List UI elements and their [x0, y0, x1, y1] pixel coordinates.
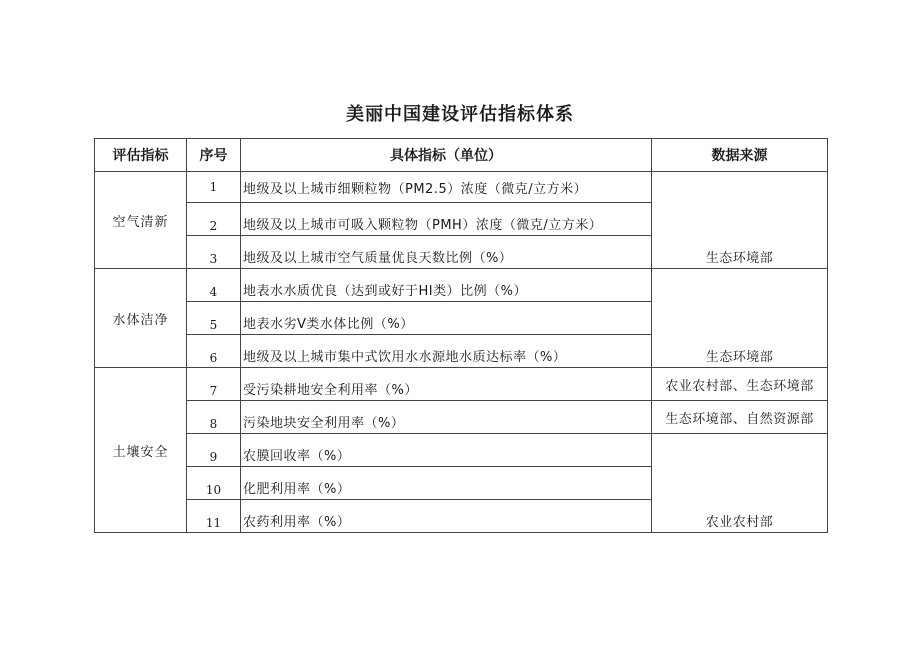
- row-number: 5: [187, 302, 241, 335]
- source-agri: 农业农村部: [652, 434, 828, 533]
- row-indicator: 受污染耕地安全利用率（%）: [241, 368, 652, 401]
- table-row: [95, 172, 828, 203]
- header-indicator: 具体指标（单位）: [241, 139, 652, 172]
- page-title: 美丽中国建设评估指标体系: [346, 104, 574, 125]
- row-indicator: 地表水水质优良（达到或好于HI类）比例（%）: [241, 269, 652, 302]
- source-row7: 农业农村部、生态环境部: [652, 368, 828, 401]
- row-indicator: 地级及以上城市可吸入颗粒物（PMH）浓度（微克/立方米）: [241, 203, 652, 236]
- row-number: 2: [187, 203, 241, 236]
- row-indicator: 农药利用率（%）: [241, 500, 652, 533]
- table-row: [95, 434, 828, 467]
- row-number: 11: [187, 500, 241, 533]
- header-category: 评估指标: [95, 139, 187, 172]
- table-header-row: [95, 139, 828, 172]
- source-row8: 生态环境部、自然资源部: [652, 401, 828, 434]
- category-air: 空气清新: [95, 172, 187, 269]
- row-indicator: 地表水劣V类水体比例（%）: [241, 302, 652, 335]
- source-air: 生态环境部: [652, 172, 828, 269]
- row-number: 9: [187, 434, 241, 467]
- row-number: 8: [187, 401, 241, 434]
- header-source: 数据来源: [652, 139, 828, 172]
- row-indicator: 化肥利用率（%）: [241, 467, 652, 500]
- row-number: 4: [187, 269, 241, 302]
- row-number: 3: [187, 236, 241, 269]
- table-row: [95, 401, 828, 434]
- source-water: 生态环境部: [652, 269, 828, 368]
- row-number: 1: [187, 172, 241, 203]
- row-indicator: 农膜回收率（%）: [241, 434, 652, 467]
- category-soil: 土壤安全: [95, 368, 187, 533]
- header-number: 序号: [187, 139, 241, 172]
- row-number: 6: [187, 335, 241, 368]
- indicator-table: [94, 138, 828, 533]
- row-indicator: 地级及以上城市细颗粒物（PM2.5）浓度（微克/立方米）: [241, 172, 652, 203]
- row-indicator: 地级及以上城市集中式饮用水水源地水质达标率（%）: [241, 335, 652, 368]
- category-water: 水体洁净: [95, 269, 187, 368]
- row-number: 7: [187, 368, 241, 401]
- row-indicator: 地级及以上城市空气质量优良天数比例（%）: [241, 236, 652, 269]
- row-number: 10: [187, 467, 241, 500]
- table-row: [95, 368, 828, 401]
- table-row: [95, 269, 828, 302]
- row-indicator: 污染地块安全利用率（%）: [241, 401, 652, 434]
